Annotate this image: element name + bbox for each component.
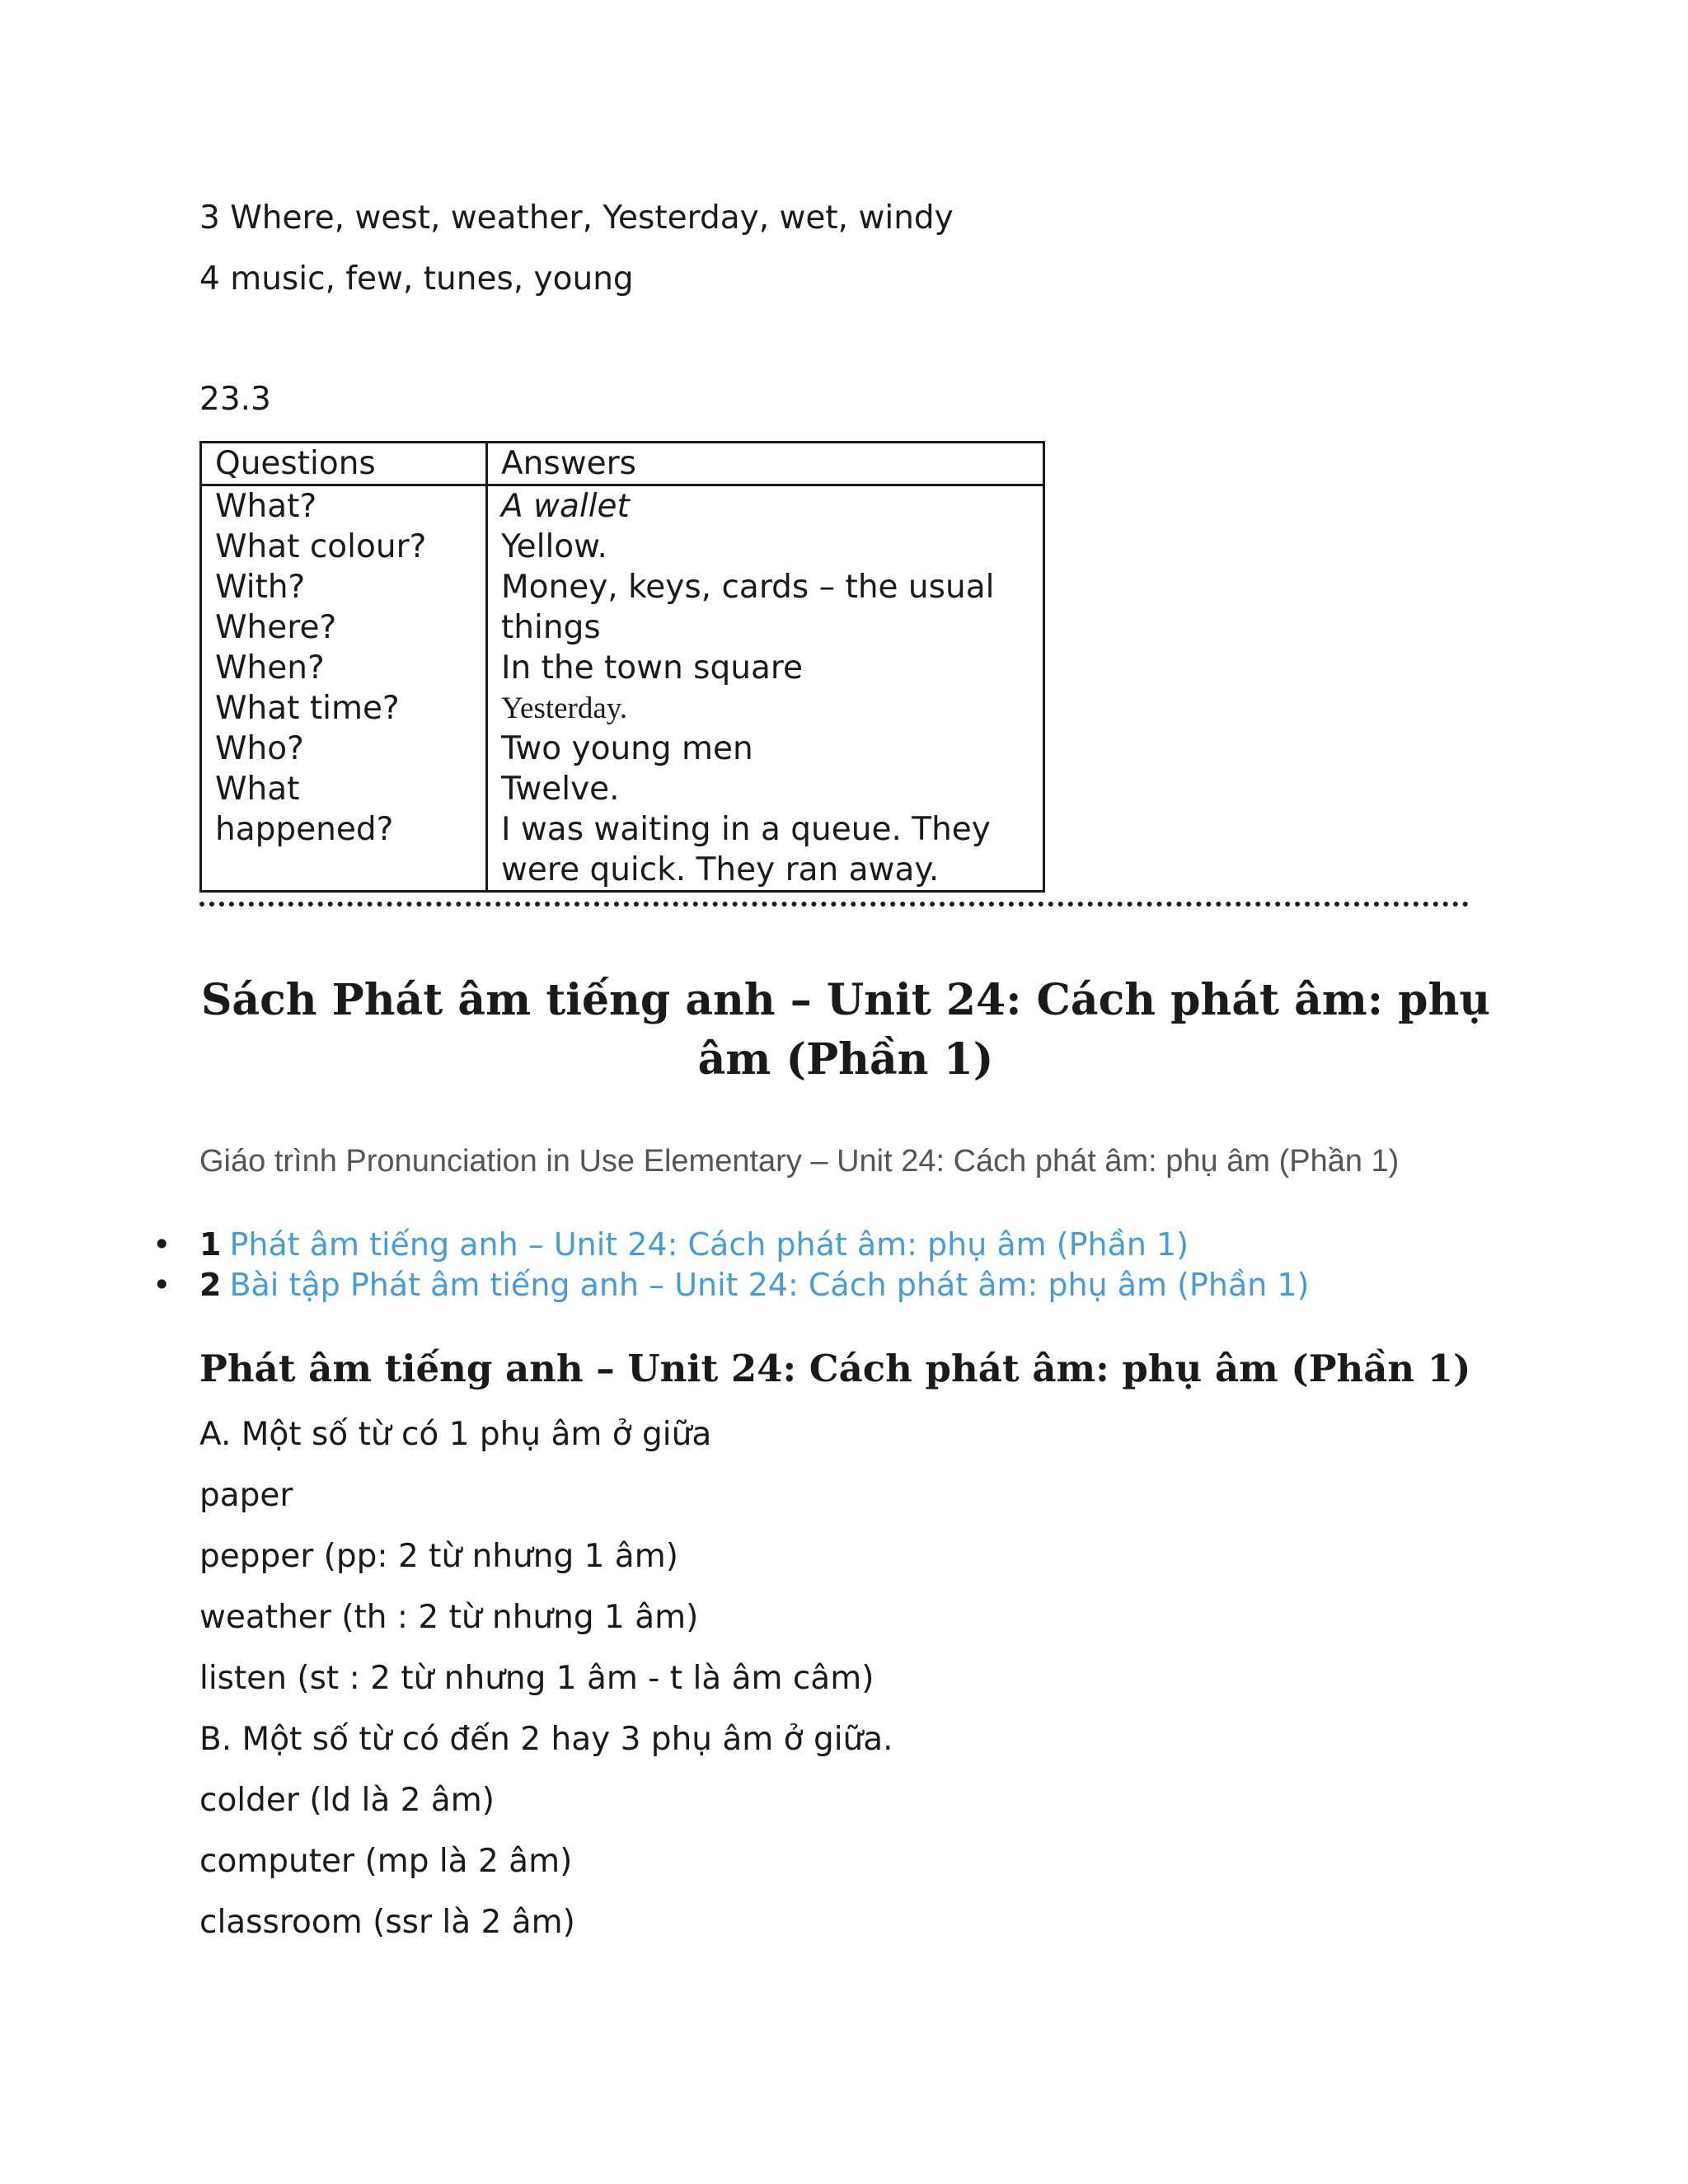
bullet-icon: • <box>152 1226 171 1263</box>
answer-item: I was waiting in a queue. They <box>501 811 991 848</box>
question-item: What colour? <box>215 528 427 565</box>
answer-line-4: 4 music, few, tunes, young <box>199 260 634 298</box>
answers-header: Answers <box>487 443 1044 485</box>
toc-link[interactable]: Phát âm tiếng anh – Unit 24: Cách phát âm: phụ âm (Phần 1) <box>229 1226 1189 1263</box>
answer-item: In the town square <box>501 649 804 687</box>
body-line: pepper (pp: 2 từ nhưng 1 âm) <box>199 1538 678 1575</box>
body-line: weather (th : 2 từ nhưng 1 âm) <box>199 1599 699 1636</box>
answer-item: Yellow. <box>501 528 607 565</box>
question-item: Where? <box>215 609 337 646</box>
body-line: paper <box>199 1477 293 1514</box>
intro-text: Giáo trình Pronunciation in Use Elementary – Unit 24: Cách phát âm: phụ âm (Phần 1) <box>199 1144 1400 1179</box>
question-item: What time? <box>215 690 400 727</box>
answer-item: Yesterday. <box>501 691 628 725</box>
question-item: happened? <box>215 811 394 848</box>
answer-item: Money, keys, cards – the usual <box>501 569 995 606</box>
body-line: A. Một số từ có 1 phụ âm ở giữa <box>199 1416 712 1453</box>
questions-answers-table <box>199 441 1045 893</box>
answer-item: A wallet <box>501 488 630 525</box>
toc-link[interactable]: Bài tập Phát âm tiếng anh – Unit 24: Cách phát âm: phụ âm (Phần 1) <box>229 1267 1310 1303</box>
answers-cell <box>487 485 1044 892</box>
question-item: What? <box>215 488 317 525</box>
body-line: computer (mp là 2 âm) <box>199 1843 573 1880</box>
body-line: B. Một số từ có đến 2 hay 3 phụ âm ở giữa. <box>199 1721 893 1758</box>
toc-item[interactable] <box>152 1225 1309 1265</box>
toc-item[interactable] <box>152 1265 1309 1305</box>
dotted-separator <box>199 902 1469 907</box>
table-of-contents <box>152 1225 1309 1305</box>
answer-item: Twelve. <box>501 771 620 808</box>
page-title: Sách Phát âm tiếng anh – Unit 24: Cách phát âm: phụ âm (Phần 1) <box>200 975 1491 1085</box>
body-line: colder (ld là 2 âm) <box>199 1782 495 1819</box>
questions-cell <box>201 485 487 892</box>
section-heading: Phát âm tiếng anh – Unit 24: Cách phát âm: phụ âm (Phần 1) <box>199 1347 1471 1390</box>
question-item: With? <box>215 569 306 606</box>
body-line: classroom (ssr là 2 âm) <box>199 1904 575 1941</box>
questions-header: Questions <box>201 443 487 485</box>
bullet-icon: • <box>152 1267 171 1303</box>
answer-item: Two young men <box>501 730 753 767</box>
toc-number: 1 <box>199 1226 222 1263</box>
question-item: When? <box>215 649 325 687</box>
answer-item: things <box>501 609 601 646</box>
toc-number: 2 <box>199 1267 222 1303</box>
section-number: 23.3 <box>199 381 271 418</box>
answer-item: were quick. They ran away. <box>501 851 940 888</box>
body-line: listen (st : 2 từ nhưng 1 âm - t là âm câm) <box>199 1660 874 1697</box>
question-item: Who? <box>215 730 304 767</box>
question-item: What <box>215 771 300 808</box>
answer-line-3: 3 Where, west, weather, Yesterday, wet, windy <box>199 199 954 237</box>
